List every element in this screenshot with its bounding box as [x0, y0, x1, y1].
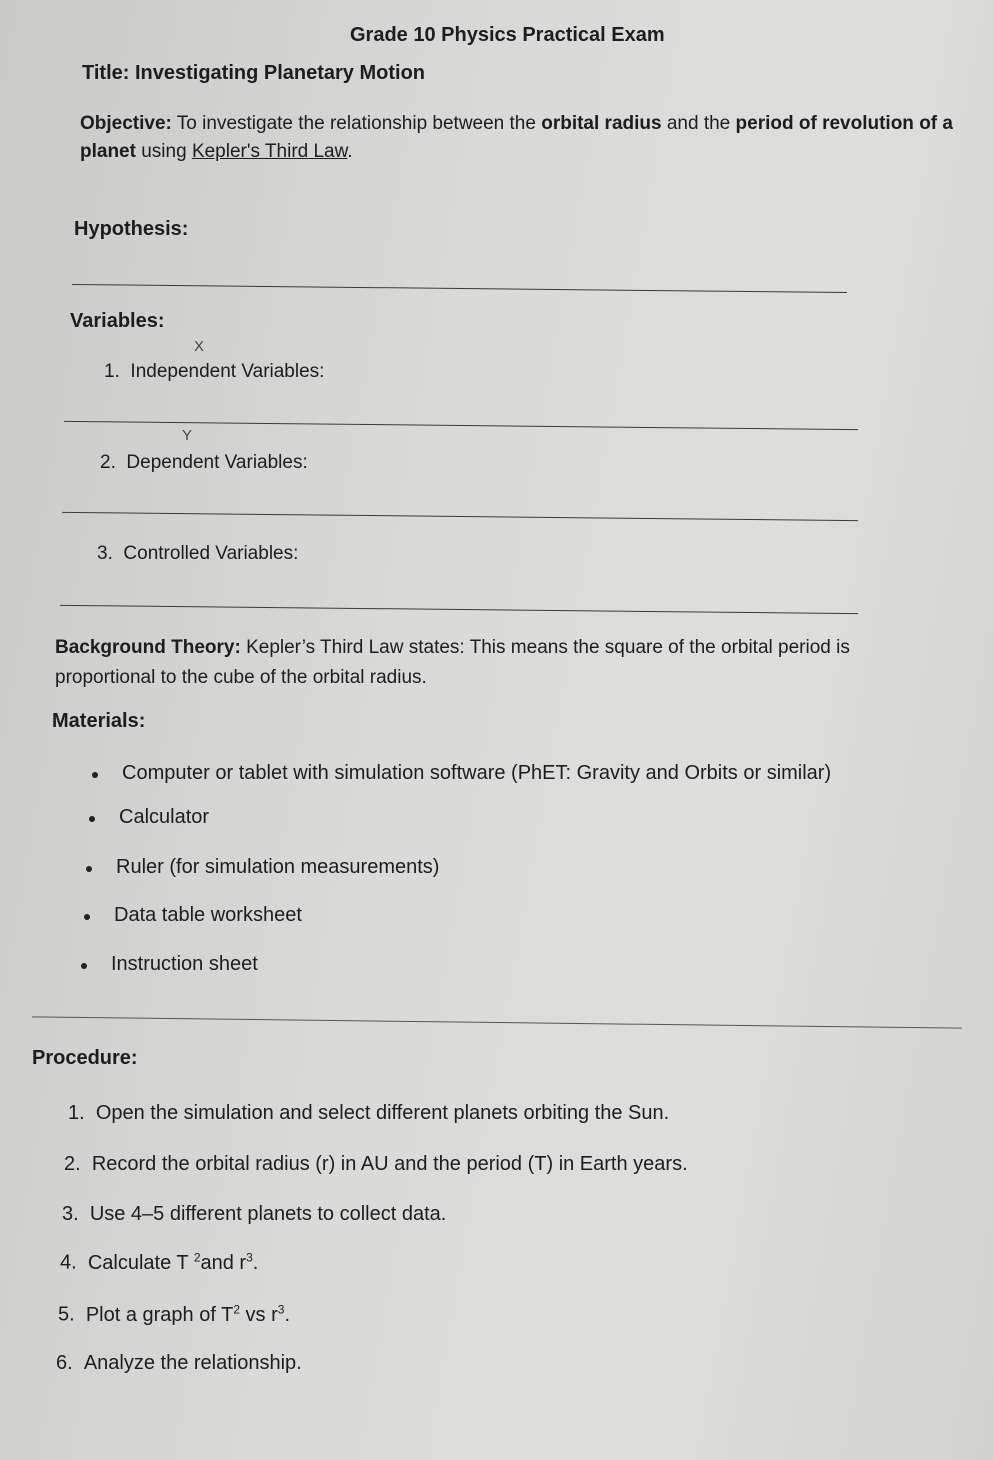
- step-text: Analyze the relationship.: [83, 1352, 302, 1374]
- objective-text: and the: [661, 113, 736, 134]
- background-theory-label: Background Theory:: [55, 637, 241, 658]
- material-item: Data table worksheet: [114, 904, 302, 926]
- document-title: Title: Investigating Planetary Motion: [82, 62, 426, 84]
- objective-bold-radius: orbital radius: [541, 113, 662, 134]
- step-number: 3.: [62, 1203, 79, 1225]
- material-item: Ruler (for simulation measurements): [116, 856, 440, 878]
- procedure-step: [62, 1203, 446, 1226]
- step-text: Record the orbital radius (r) in AU and the period (T) in Earth years.: [91, 1153, 688, 1175]
- step-number: 1.: [68, 1102, 85, 1124]
- step-number: 5.: [58, 1303, 75, 1326]
- dependent-variables-answer-line[interactable]: [62, 512, 858, 521]
- controlled-variables-item: [97, 543, 298, 565]
- objective-label: Objective:: [80, 113, 172, 134]
- dependent-variables-label: Dependent Variables:: [126, 452, 308, 473]
- material-item: Computer or tablet with simulation software (PhET: Gravity and Orbits or similar): [122, 762, 832, 784]
- procedure-step: [64, 1153, 688, 1176]
- procedure-step: [58, 1302, 290, 1327]
- controlled-variables-answer-line[interactable]: [60, 605, 858, 614]
- procedure-step: [60, 1250, 258, 1275]
- handwritten-mark-y: Y: [182, 427, 193, 444]
- item-number: 2.: [100, 452, 116, 473]
- independent-variables-label: Independent Variables:: [130, 361, 325, 382]
- objective-paragraph: [80, 110, 960, 166]
- controlled-variables-label: Controlled Variables:: [123, 543, 299, 564]
- step-text: Plot a graph of $T^2$ vs $r^3$.: [85, 1302, 291, 1326]
- dependent-variables-item: [100, 452, 308, 474]
- variables-heading: Variables:: [70, 310, 165, 332]
- step-number: 4.: [60, 1251, 77, 1274]
- step-number: 6.: [56, 1352, 73, 1374]
- background-theory-text: Kepler’s Third Law states: This means the square of the orbital period is proportional to the cube of the orbital radius.: [55, 637, 850, 688]
- objective-bold-period: period of revolution of a planet: [80, 113, 953, 162]
- objective-text: using: [135, 141, 192, 162]
- step-number: 2.: [64, 1153, 81, 1175]
- exam-title: Grade 10 Physics Practical Exam: [350, 24, 665, 46]
- hypothesis-answer-line[interactable]: [72, 284, 847, 293]
- objective-text: .: [347, 141, 353, 162]
- independent-variables-item: [104, 361, 324, 383]
- hypothesis-heading: Hypothesis:: [74, 218, 189, 240]
- objective-text: To investigate the relationship between the: [171, 113, 542, 134]
- material-item: Calculator: [119, 806, 210, 828]
- procedure-step: [68, 1102, 669, 1125]
- step-text: Open the simulation and select different planets orbiting the Sun.: [95, 1102, 670, 1124]
- objective-kepler-law: Kepler's Third Law: [191, 141, 348, 162]
- procedure-step: [56, 1352, 302, 1375]
- material-item: Instruction sheet: [111, 953, 258, 975]
- item-number: 3.: [97, 543, 113, 564]
- handwritten-mark-x: X: [194, 338, 205, 355]
- item-number: 1.: [104, 361, 120, 382]
- materials-heading: Materials:: [52, 710, 146, 732]
- step-text: Calculate T $^2$and $r^3$.: [87, 1250, 259, 1274]
- section-divider: [32, 1016, 962, 1028]
- background-theory-paragraph: [55, 633, 935, 693]
- procedure-heading: Procedure:: [32, 1047, 138, 1069]
- step-text: Use 4–5 different planets to collect data.: [89, 1203, 447, 1225]
